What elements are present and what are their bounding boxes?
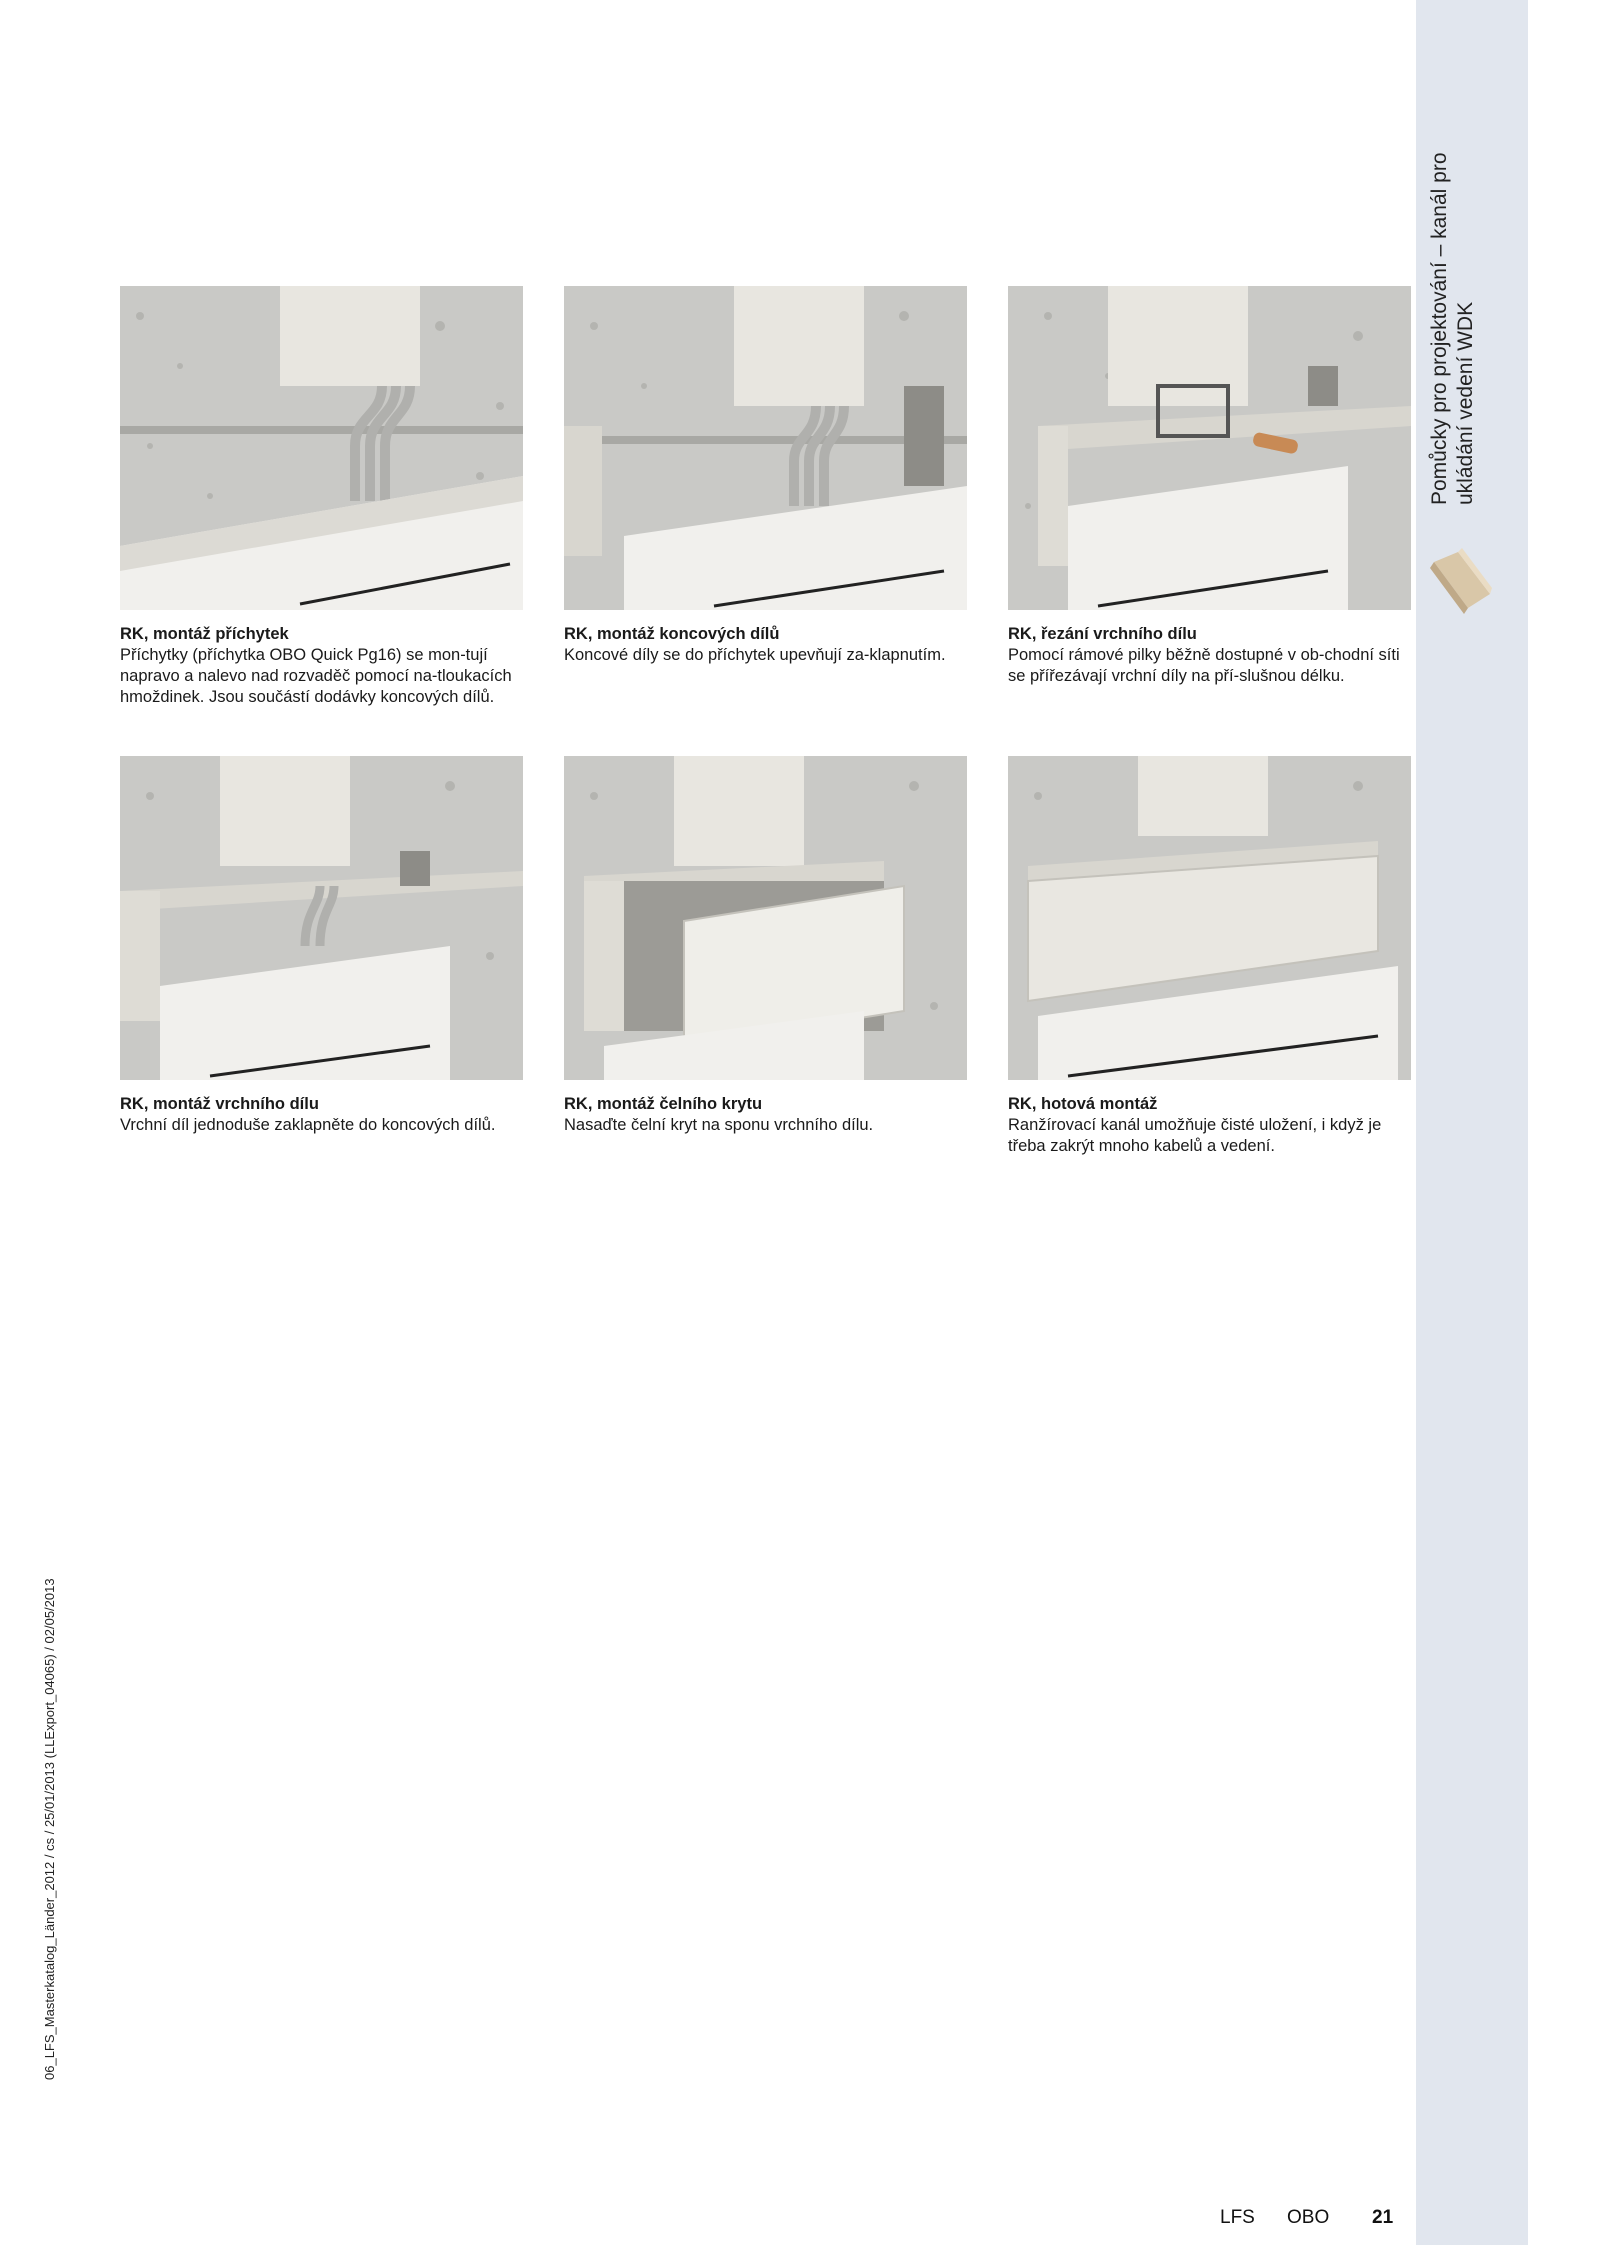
step-photo-cutting — [1008, 286, 1411, 610]
sidebar-title — [1427, 85, 1479, 505]
step-item — [1008, 286, 1411, 687]
step-photo-end-pieces — [564, 286, 967, 610]
step-photo-front-cover — [564, 756, 967, 1080]
step-text: Koncové díly se do příchytek upevňují za-klapnutím. — [564, 646, 946, 664]
step-item — [1008, 756, 1411, 1157]
step-text: Vrchní díl jednoduše zaklapněte do koncových dílů. — [120, 1116, 496, 1134]
step-title: RK, montáž vrchního dílu — [120, 1095, 319, 1113]
step-photo-top-piece — [120, 756, 523, 1080]
step-text: Nasaďte čelní kryt na sponu vrchního dílu. — [564, 1116, 874, 1134]
step-text: Příchytky (příchytka OBO Quick Pg16) se mon-tují napravo a nalevo nad rozvaděč pomocí na-tloukacích hmoždinek. Jsou součástí dodávky koncových dílů. — [120, 646, 512, 706]
step-item — [564, 286, 967, 666]
step-text: Ranžírovací kanál umožňuje čisté uložení, i když je třeba zakrýt mnoho kabelů a vedení. — [1008, 1116, 1382, 1155]
footer-lfs: LFS — [1220, 2207, 1255, 2228]
step-photo-mounting-clips — [120, 286, 523, 610]
sidebar-title-line2: ukládání vedení WDK — [1454, 301, 1477, 505]
step-photo-finished — [1008, 756, 1411, 1080]
sidebar-title-line1: Pomůcky pro projektování – kanál pro — [1428, 152, 1451, 505]
step-item — [120, 756, 523, 1136]
footer-obo: OBO — [1287, 2207, 1330, 2228]
step-title: RK, řezání vrchního dílu — [1008, 625, 1197, 643]
step-item — [564, 756, 967, 1136]
page-number: 21 — [1372, 2207, 1394, 2228]
step-title: RK, montáž koncových dílů — [564, 625, 780, 643]
step-item — [120, 286, 523, 708]
document-side-note: 06_LFS_Masterkatalog_Länder_2012 / cs / 25/01/2013 (LLExport_04065) / 02/05/2013 — [42, 1578, 57, 2080]
step-title: RK, hotová montáž — [1008, 1095, 1158, 1113]
step-title: RK, montáž čelního krytu — [564, 1095, 763, 1113]
step-text: Pomocí rámové pilky běžně dostupné v ob-chodní síti se přířezávají vrchní díly na pří-slušnou délku. — [1008, 646, 1400, 685]
cable-duct-icon — [1428, 548, 1496, 616]
step-title: RK, montáž příchytek — [120, 625, 289, 643]
